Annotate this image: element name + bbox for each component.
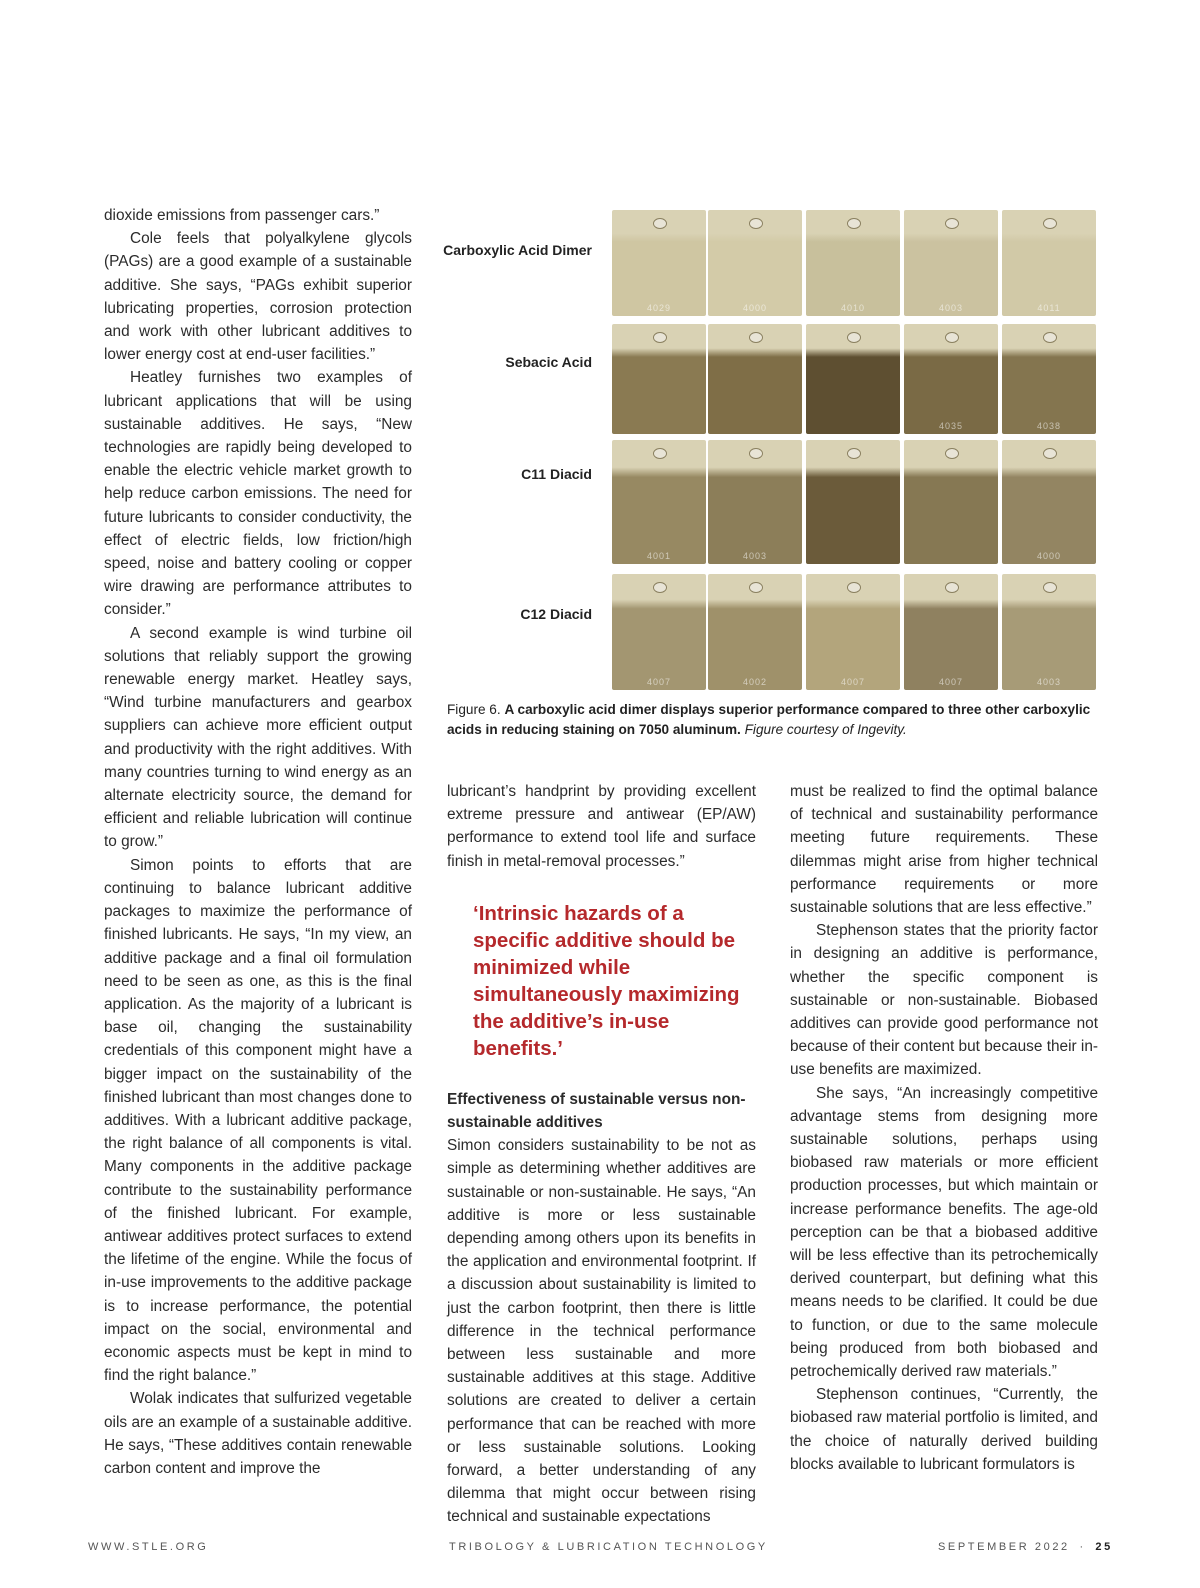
metal-coupon-photo (904, 324, 998, 434)
coupon-hole (749, 582, 763, 593)
coupon-hole (847, 218, 861, 229)
footer-separator: · (1079, 1541, 1086, 1553)
coupon-hole (847, 582, 861, 593)
metal-coupon-photo (1002, 210, 1096, 316)
coupon-hole (847, 332, 861, 343)
coupon-hole (1043, 448, 1057, 459)
coupon-hole (1043, 332, 1057, 343)
coupon-hole (1043, 582, 1057, 593)
coupon-number: 4029 (646, 303, 672, 313)
footer-date: SEPTEMBER 2022 (938, 1541, 1070, 1553)
coupon-hole (653, 218, 667, 229)
metal-coupon-photo (806, 574, 900, 690)
coupon-hole (653, 582, 667, 593)
coupon-number: 4000 (1036, 551, 1062, 561)
paragraph: Simon considers sustainability to be not as simple as determining whether additives are sustainable or non-sustainable. He says, “An additive is more or less sustainable depending among others upon its benefits in the application and environmental footprint. If a discussion about sustainability is limited to just the carbon footprint, then there is little difference in the technical performance between less sustainable and more sustainable additives at this stage. Additive solutions are created to deliver a certain performance that can be reached with more or less sustainable solutions. Looking forward, a better understanding of any dilemma that might occur between rising technical and sustainable expectations (447, 1137, 756, 1526)
coupon-number: 4000 (742, 303, 768, 313)
metal-coupon-photo (612, 440, 706, 564)
metal-coupon-photo (612, 324, 706, 434)
metal-coupon-photo (612, 210, 706, 316)
figure-row-label-c11: C11 Diacid (521, 466, 592, 482)
coupon-number: 4007 (840, 677, 866, 687)
metal-coupon-photo (612, 574, 706, 690)
coupon-hole (653, 448, 667, 459)
metal-coupon-photo (708, 440, 802, 564)
coupon-number: 4038 (1036, 421, 1062, 431)
paragraph: Stephenson states that the priority factor in designing an additive is performance, whether the specific component is sustainable or non-sustainable. Biobased additives can provide good performance not because of their content but because their in-use benefits are maximized. (790, 922, 1099, 1079)
paragraph: lubricant’s handprint by providing excellent extreme pressure and antiwear (EP/AW) performance to extend tool life and surface finish in metal-removal processes.” (447, 783, 756, 870)
coupon-number: 4007 (646, 677, 672, 687)
figure-row-label-sebacic: Sebacic Acid (505, 354, 592, 370)
paragraph: Wolak indicates that sulfurized vegetable oils are an example of a sustainable additive. He says, “These additives contain renewable carbon content and improve the (104, 1390, 412, 1477)
metal-coupon-photo (1002, 574, 1096, 690)
paragraph: A second example is wind turbine oil solutions that reliably support the growing renewable energy market. Heatley says, “Wind turbine manufacturers and gearbox suppliers can achieve more efficient output and productivity with the right additives. With many countries turning to wind energy as an alternate electricity source, the demand for efficient and reliable lubrication will continue to grow.” (104, 624, 412, 851)
figure-caption (447, 700, 1107, 740)
footer-issue (938, 1541, 1113, 1553)
caption-credit: Figure courtesy of Ingevity. (744, 722, 907, 737)
coupon-hole (1043, 218, 1057, 229)
footer-website: WWW.STLE.ORG (88, 1541, 209, 1553)
coupon-number: 4003 (938, 303, 964, 313)
metal-coupon-photo (904, 440, 998, 564)
text-column-1 (104, 204, 412, 1480)
metal-coupon-photo (806, 440, 900, 564)
coupon-hole (945, 332, 959, 343)
coupon-hole (847, 448, 861, 459)
metal-coupon-photo (904, 574, 998, 690)
metal-coupon-photo (1002, 324, 1096, 434)
text-column-2 (447, 780, 756, 1529)
coupon-number: 4007 (938, 677, 964, 687)
coupon-number: 4035 (938, 421, 964, 431)
footer-publication: TRIBOLOGY & LUBRICATION TECHNOLOGY (449, 1541, 768, 1553)
figure-row-label-dimer: Carboxylic Acid Dimer (443, 242, 592, 258)
caption-label: Figure 6. (447, 702, 501, 717)
page-number: 25 (1095, 1541, 1113, 1553)
text-column-3 (790, 780, 1098, 1476)
coupon-number: 4003 (742, 551, 768, 561)
caption-bold-text: A carboxylic acid dimer displays superior performance compared to three other carboxylic acids in reducing staining on 7050 aluminum. (447, 702, 1091, 737)
coupon-number: 4001 (646, 551, 672, 561)
metal-coupon-photo (708, 324, 802, 434)
coupon-number: 4011 (1037, 303, 1061, 313)
pull-quote: ‘Intrinsic hazards of a specific additive should be minimized while simultaneously maximizing the additive’s in-use benefits.’ (473, 901, 740, 1060)
paragraph: Simon points to efforts that are continuing to balance lubricant additive packages to maximize the performance of finished lubricants. He says, “In my view, an additive package and a final oil formulation need to be seen as one, as this is the final application. As the majority of a lubricant is base oil, changing the sustainability credentials of this component might have a bigger impact on the sustainability of the finished lubricant than most changes done to additives. With a lubricant additive package, the right balance of all components is vital. Many components in the additive package contribute to the sustainability performance of the finished lubricant. For example, antiwear additives protect surfaces to extend the lifetime of the engine. While the focus of in-use improvements to the additive package is to increase performance, the potential impact on the social, environmental and economic aspects must be kept in mind to find the right balance.” (104, 856, 412, 1385)
coupon-number: 4003 (1036, 677, 1062, 687)
paragraph: Stephenson continues, “Currently, the biobased raw material portfolio is limited, and the choice of naturally derived building blocks available to lubricant formulators is (790, 1386, 1098, 1473)
paragraph: dioxide emissions from passenger cars.” (104, 207, 380, 224)
section-subhead: Effectiveness of sustainable versus non-sustainable additives (447, 1090, 746, 1132)
coupon-hole (749, 218, 763, 229)
paragraph: Heatley furnishes two examples of lubricant applications that will be using sustainable additives. He says, “New technologies are rapidly being developed to enable the electric vehicle market growth to help reduce carbon emissions. The need for future lubricants to consider conductivity, the effect of electric fields, low friction/high speed, noise and battery cooling or copper wire drawing are performance attributes to consider.” (104, 369, 412, 619)
metal-coupon-photo (708, 574, 802, 690)
coupon-hole (945, 582, 959, 593)
coupon-hole (749, 332, 763, 343)
metal-coupon-photo (1002, 440, 1096, 564)
metal-coupon-photo (806, 210, 900, 316)
coupon-hole (653, 332, 667, 343)
coupon-hole (945, 448, 959, 459)
metal-coupon-photo (708, 210, 802, 316)
figure-row-label-c12: C12 Diacid (520, 606, 592, 622)
paragraph: She says, “An increasingly competitive advantage stems from designing more sustainable solutions, perhaps using biobased raw materials or more efficient production processes, but which maintain or increase performance benefits. The age-old perception can be that a biobased additive will be less effective than its petrochemically derived counterpart, but defining what this means needs to be clarified. It could be due to function, or due to the same molecule being produced from both biobased and petrochemically derived raw materials.” (790, 1084, 1098, 1381)
coupon-number: 4010 (840, 303, 866, 313)
coupon-number: 4002 (742, 677, 768, 687)
coupon-hole (945, 218, 959, 229)
coupon-hole (749, 448, 763, 459)
metal-coupon-photo (806, 324, 900, 434)
metal-coupon-photo (904, 210, 998, 316)
paragraph: must be realized to find the optimal balance of technical and sustainability performance meeting future requirements. These dilemmas might arise from higher technical performance requirements or more sustainable solutions that are less effective.” (790, 783, 1098, 917)
figure-photo-grid (612, 210, 1098, 690)
paragraph: Cole feels that polyalkylene glycols (PAGs) are a good example of a sustainable additive. She says, “PAGs exhibit superior lubricating properties, corrosion protection and work with other lubricant additives to lower energy cost at end-user facilities.” (104, 230, 412, 364)
